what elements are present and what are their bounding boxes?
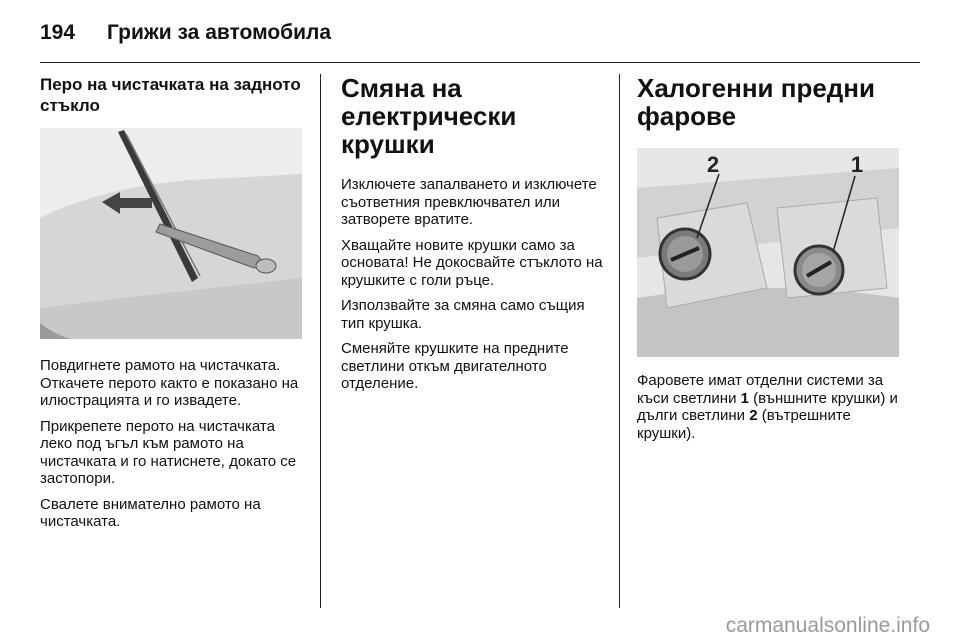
callout-label-1: 1 — [850, 152, 864, 177]
wiper-paragraph-2: Прикрепете перото на чистачката леко под ъгъл към рамото на чистачката и го натиснете, докато се застопори. — [40, 417, 297, 487]
page-title: Грижи за автомобила — [107, 21, 332, 44]
bulbs-paragraph-1: Изключете запалването и изключете съответния превключвател или затворете вратите. — [341, 176, 597, 228]
section-heading-halogen: Халогенни предни фарове — [637, 73, 875, 131]
column-divider-2 — [619, 74, 620, 608]
page-number: 194 — [40, 21, 76, 44]
section-heading-bulbs: Смяна на електрически крушки — [341, 73, 517, 159]
callout-label-2: 2 — [706, 152, 720, 177]
bulbs-paragraph-2: Хващайте новите крушки само за основата! Не докосвайте стъклото на крушките с голи ръце. — [341, 236, 603, 289]
bulbs-paragraph-4: Сменяйте крушките на предните светлини откъм двигателното отделение. — [341, 340, 569, 392]
wiper-paragraph-3: Свалете внимателно рамото на чистачката. — [40, 495, 261, 530]
column-halogen-headlights — [637, 74, 903, 450]
halogen-caption: Фаровете имат отделни системи за къси светлини 1 (външните крушки) и дълги светлини 2 (вътрешните крушки). — [637, 372, 898, 442]
headlight-illustration — [637, 148, 899, 357]
site-watermark: carmanualsonline.info — [725, 614, 930, 637]
wiper-illustration — [40, 128, 302, 339]
bulbs-paragraph-3: Използвайте за смяна само същия тип крушка. — [341, 297, 585, 332]
column-divider-1 — [320, 74, 321, 608]
header-divider — [40, 62, 920, 63]
wiper-paragraph-1: Повдигнете рамото на чистачката. Откачете перото както е показано на илюстрацията и го извадете. — [40, 357, 299, 409]
section-heading-wiper: Перо на чистачката на задното стъкло — [40, 75, 301, 115]
column-wiper-blade — [40, 74, 302, 539]
page-header — [40, 18, 331, 48]
column-bulb-replacement — [341, 74, 603, 401]
